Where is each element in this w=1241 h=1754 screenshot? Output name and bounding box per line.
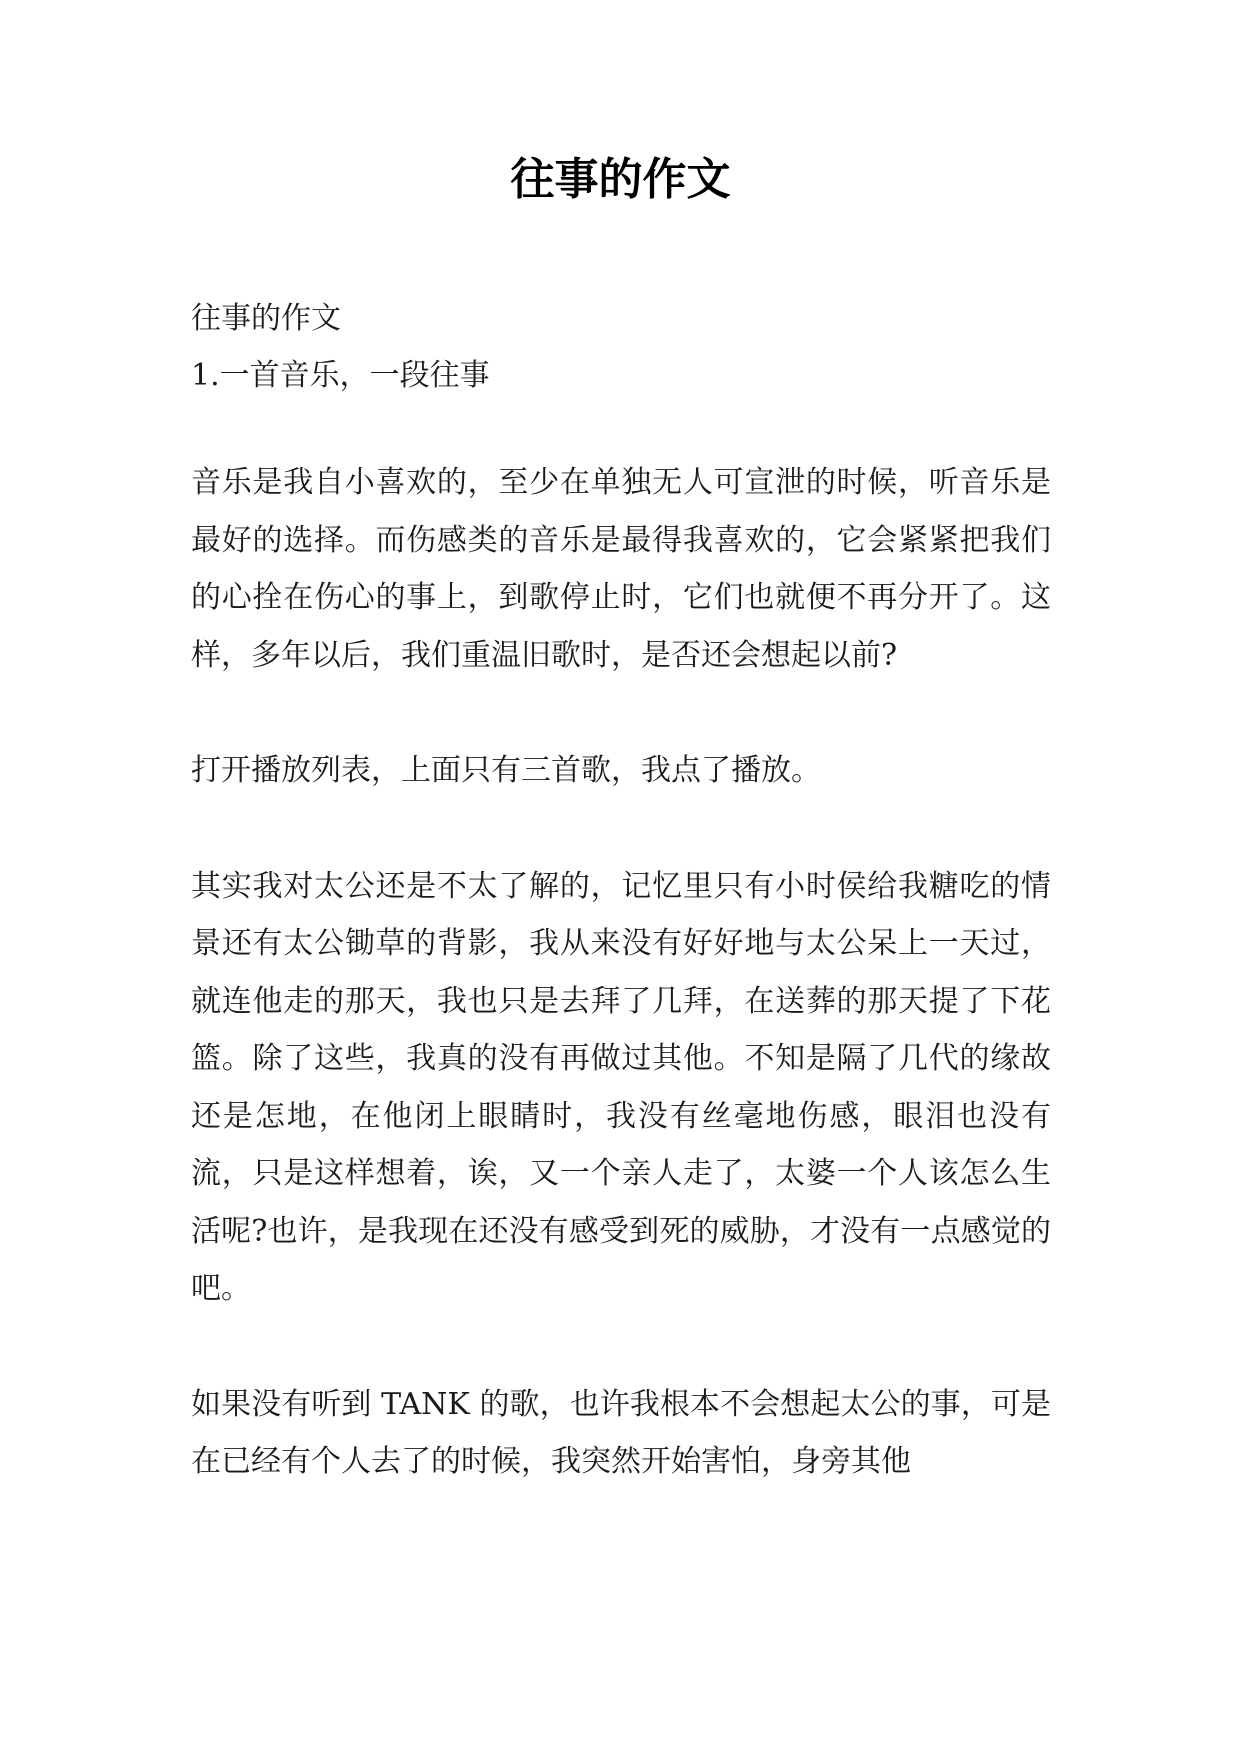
paragraph: 其实我对太公还是不太了解的，记忆里只有小时侯给我糖吃的情景还有太公锄草的背影，我从来没有好好地与太公呆上一天过，就连他走的那天，我也只是去拜了几拜，在送葬的那天提了下花篮。除了这些，我真的没有再做过其他。不知是隔了几代的缘故还是怎地，在他闭上眼睛时，我没有丝毫地伤感，眼泪也没有流，只是这样想着，诶，又一个亲人走了，太婆一个人该怎么生活呢?也许，是我现在还没有感受到死的威胁，才没有一点感觉的吧。 [191, 868, 1051, 1306]
paragraph: 打开播放列表，上面只有三首歌，我点了播放。 [191, 753, 821, 788]
paragraph: 如果没有听到 TANK 的歌，也许我根本不会想起太公的事，可是在已经有个人去了的时候，我突然开始害怕，身旁其他 [191, 1386, 1051, 1479]
document-body [191, 290, 1051, 1491]
section-heading: 1.一首音乐，一段往事 [191, 358, 490, 393]
document-subtitle: 往事的作文 [191, 301, 341, 336]
document-title: 往事的作文 [510, 154, 731, 205]
paragraph: 音乐是我自小喜欢的，至少在单独无人可宣泄的时候，听音乐是最好的选择。而伤感类的音乐是最得我喜欢的，它会紧紧把我们的心拴在伤心的事上，到歌停止时，它们也就便不再分开了。这样，多年以后，我们重温旧歌时，是否还会想起以前? [191, 465, 1051, 673]
